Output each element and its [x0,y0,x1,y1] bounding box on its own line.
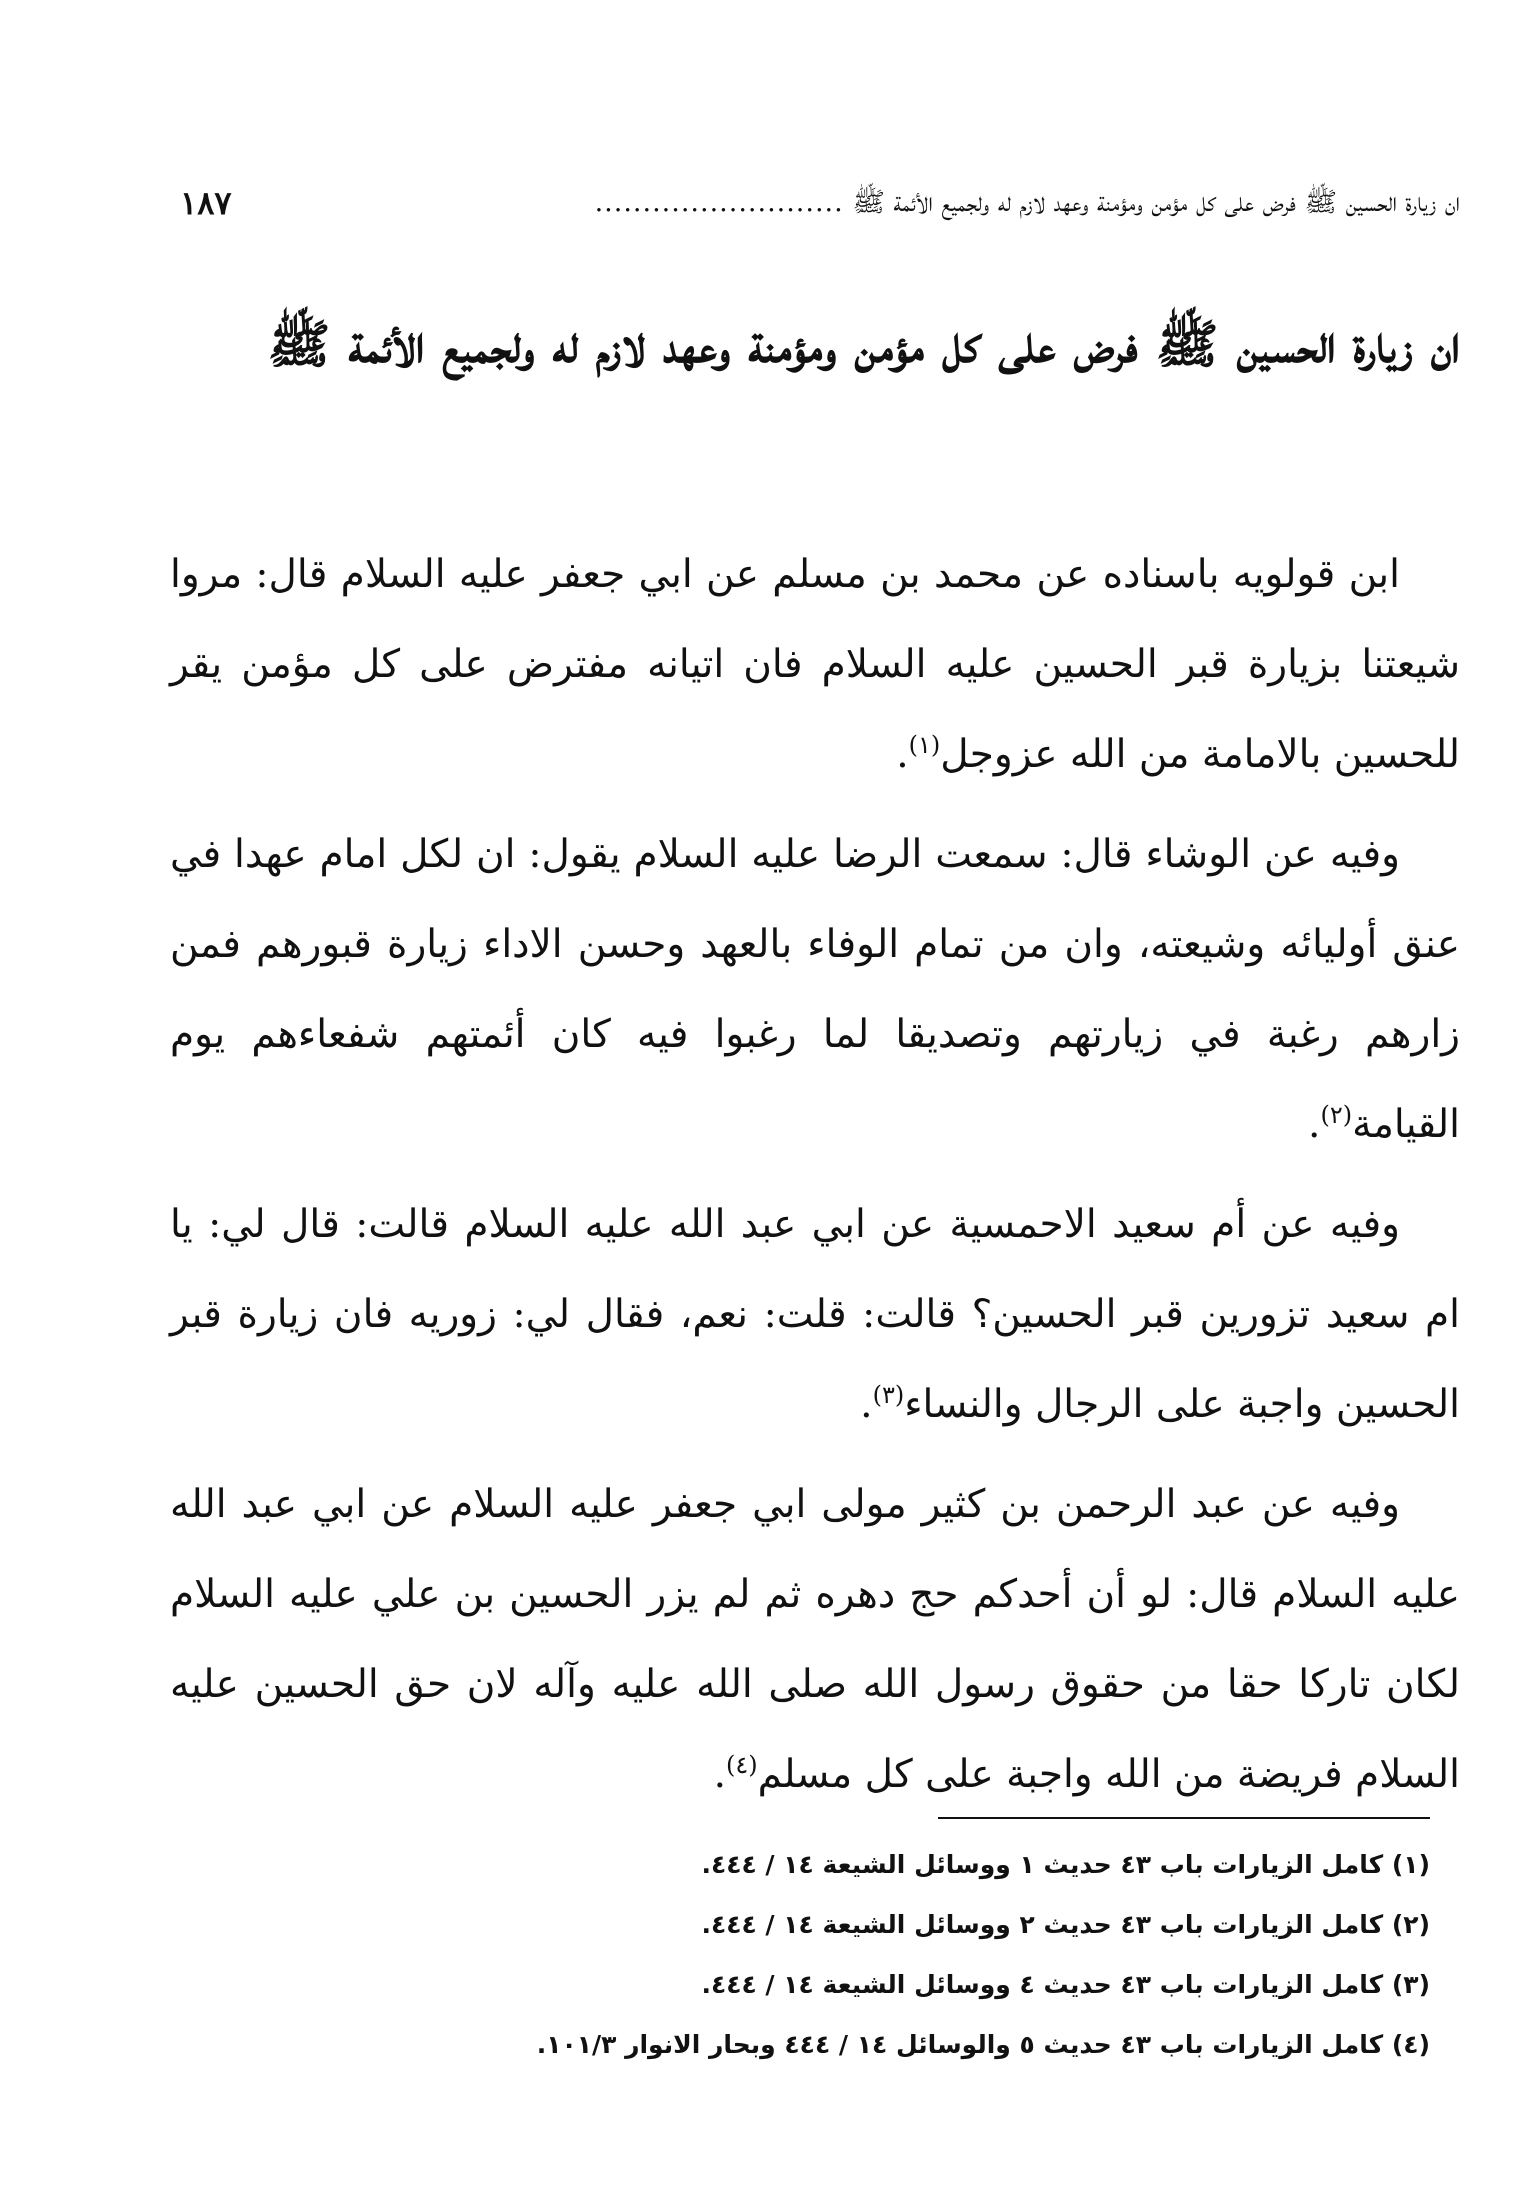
running-header [180,178,1460,228]
footnotes [170,1835,1430,2075]
footnote-ref: (٤) [725,1751,758,1779]
paragraph-end: . [713,1752,726,1797]
page-number: ١٨٧ [180,184,232,222]
paragraph-text: وفيه عن أم سعيد الاحمسية عن ابي عبد الله عليه السلام قالت: قال لي: يا ام سعيد تزورين قبر الحسين؟ قالت: قلت: نعم، فقال لي: زوريه فان زيارة قبر الحسين واجبة على الرجال والنساء [170,1202,1460,1427]
paragraph-end: . [896,732,909,777]
paragraph [170,1460,1460,1820]
paragraph-end: . [860,1382,873,1427]
footnote: (٢) كامل الزيارات باب ٤٣ حديث ٢ ووسائل الشيعة ١٤ / ٤٤٤. [701,1910,1430,1939]
paragraph [170,530,1460,800]
paragraph-text: ابن قولويه باسناده عن محمد بن مسلم عن ابي جعفر عليه السلام قال: مروا شيعتنا بزيارة قبر الحسين عليه السلام فان اتيانه مفترض على كل مؤمن يقر للحسين بالامامة من الله عزوجل [170,552,1460,777]
paragraph-text: وفيه عن الوشاء قال: سمعت الرضا عليه السلام يقول: ان لكل امام عهدا في عنق أوليائه وشيعته، وان من تمام الوفاء بالعهد وحسن الاداء زيارة قبورهم فمن زارهم رغبة في زيارتهم وتصديقا لما رغبوا فيه كان أئمتهم شفعاءهم يوم القيامة [170,832,1460,1147]
footnote-ref: (٢) [1320,1101,1353,1129]
paragraph [170,1180,1460,1450]
footnote: (١) كامل الزيارات باب ٤٣ حديث ١ ووسائل الشيعة ١٤ / ٤٤٤. [701,1850,1430,1879]
footnote-ref: (١) [908,731,941,759]
footnote: (٤) كامل الزيارات باب ٤٣ حديث ٥ والوسائل ١٤ / ٤٤٤ وبحار الانوار ١٠١/٣. [536,2030,1430,2059]
leader-dots: .......................... [594,187,844,218]
body-text [170,530,1460,1830]
running-title: ان زيارة الحسين ﷺ فرض على كل مؤمن ومؤمنة وعهد لازم له ولجميع الأئمة ﷺ [852,187,1460,218]
footnote-divider [938,1817,1430,1819]
chapter-title: ان زيارة الحسين ﷺ فرض على كل مؤمن ومؤمنة وعهد لازم له ولجميع الأئمة ﷺ [267,314,1460,375]
paragraph-end: . [1308,1102,1321,1147]
paragraph-text: وفيه عن عبد الرحمن بن كثير مولى ابي جعفر عليه السلام عن ابي عبد الله عليه السلام قال: لو أن أحدكم حج دهره ثم لم يزر الحسين بن علي عليه السلام لكان تاركا حقا من حقوق رسول الله صلى الله عليه وآله لان حق الحسين عليه السلام فريضة من الله واجبة على كل مسلم [170,1482,1460,1797]
paragraph [170,810,1460,1170]
footnote: (٣) كامل الزيارات باب ٤٣ حديث ٤ ووسائل الشيعة ١٤ / ٤٤٤. [701,1970,1430,1999]
footnote-ref: (٣) [872,1381,905,1409]
